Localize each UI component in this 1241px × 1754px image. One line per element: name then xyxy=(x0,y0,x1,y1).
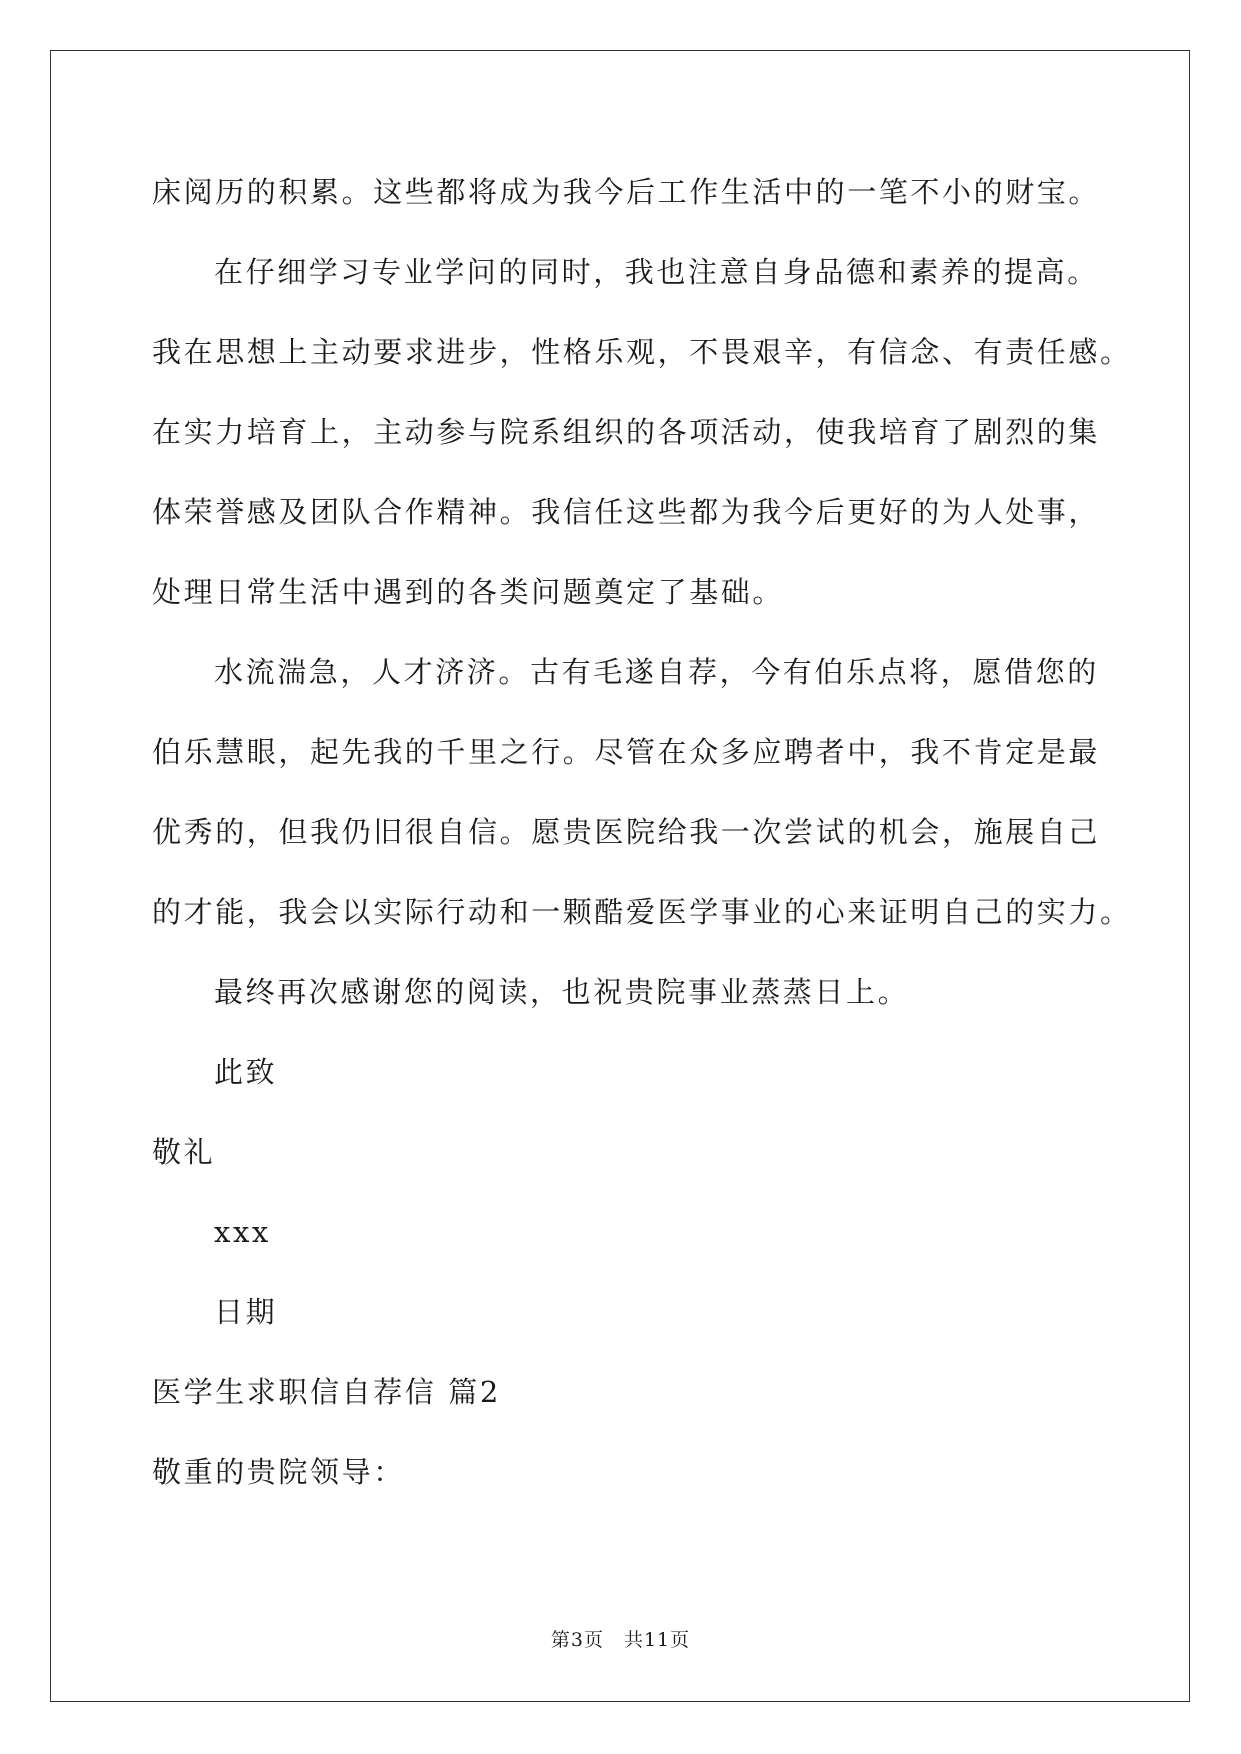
page-number-footer: 第3页 共11页 xyxy=(550,1629,691,1651)
signature-name: xxx xyxy=(214,1215,271,1249)
body-line-10: 的才能，我会以实际行动和一颗酷爱医学事业的心来证明自己的实力。 xyxy=(152,895,1132,929)
signature-date: 日期 xyxy=(214,1295,278,1329)
body-line-4: 在实力培育上，主动参与院系组织的各项活动，使我培育了剧烈的集 xyxy=(152,415,1101,449)
salutation-cizhi: 此致 xyxy=(214,1055,278,1089)
body-line-5: 体荣誉感及团队合作精神。我信任这些都为我今后更好的为人处事， xyxy=(152,495,1101,529)
body-line-8: 伯乐慧眼，起先我的千里之行。尽管在众多应聘者中，我不肯定是最 xyxy=(152,735,1101,769)
section-heading: 医学生求职信自荐信 篇2 xyxy=(152,1375,501,1409)
body-line-3: 我在思想上主动要求进步，性格乐观，不畏艰辛，有信念、有责任感。 xyxy=(152,335,1132,369)
greeting-line: 敬重的贵院领导： xyxy=(152,1455,405,1489)
body-line-1: 床阅历的积累。这些都将成为我今后工作生活中的一笔不小的财宝。 xyxy=(152,175,1101,209)
salutation-jingli: 敬礼 xyxy=(152,1135,216,1169)
body-line-7: 水流湍急，人才济济。古有毛遂自荐，今有伯乐点将，愿借您的 xyxy=(214,655,1099,689)
body-line-6: 处理日常生活中遇到的各类问题奠定了基础。 xyxy=(152,575,785,609)
body-line-9: 优秀的，但我仍旧很自信。愿贵医院给我一次尝试的机会，施展自己 xyxy=(152,815,1101,849)
closing-line: 最终再次感谢您的阅读，也祝贵院事业蒸蒸日上。 xyxy=(214,975,910,1009)
body-line-2: 在仔细学习专业学问的同时，我也注意自身品德和素养的提高。 xyxy=(214,255,1099,289)
